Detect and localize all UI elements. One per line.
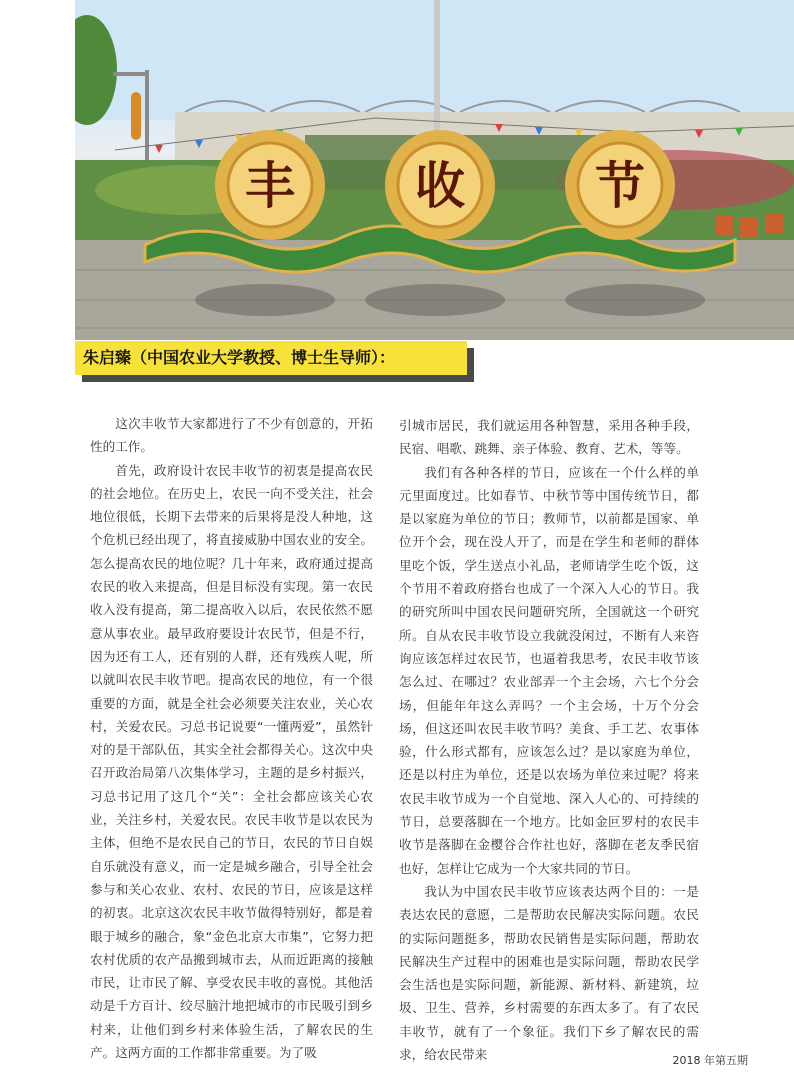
svg-text:收: 收	[415, 156, 465, 215]
paragraph-continued: 引城市居民，我们就运用各种智慧，采用各种手段，民宿、唱歌、跳舞、亲子体验、教育、艺术，等等。	[399, 418, 699, 457]
svg-text:丰: 丰	[245, 156, 295, 215]
svg-text:节: 节	[595, 156, 645, 215]
paragraph: 首先，政府设计农民丰收节的初衷是提高农民的社会地位。在历史上，农民一向不受关注，社会地位很低，长期下去带来的后果将是没人种地，这个危机已经出现了，将直接威胁中国农业的安全。怎么提高农民的地位呢？几十年来，政府通过提高农民的收入来提高，但是目标没有实现。第一农民收入没有提高，第二提高收入以后，农民依然不愿意从事农业。最早政府要设计农民节，但是不行，因为还有工人，还有别的人群，还有残疾人呢，所以就叫农民丰收节吧。提高农民的地位，有一个很重要的方面，就是全社会必须要关注农业，关心农村，关爱农民。习总书记说要“一懂两爱”，虽然针对的是干部队伍，其实全社会都得关心。这次中央召开政治局第八次集体学习，主题的是乡村振兴，习总书记用了这几个“关”：全社会都应该关心农业，关注乡村，关爱农民。农民丰收节是以农民为主体，但绝不是农民自己的节日，农民的节日自娱自乐就没有意义，而一定是城乡融合，引导全社会参与和关心农业、农村、农民的节日，应该是这样的初衷。北京这次农民丰收节做得特别好，都是着眼于城乡的融合，象“金色北京大市集”，它努力把农村优质的农产品搬到城市去，从而近距离的接触市民，让市民了解、享受农民丰收的喜悦。其他活动是千方百计、绞尽脑汁地把城市的市民吸引到乡村来，让他们到乡村来体验生活，了解农民的生产。这两方面的工作都非常重要。为了吸	[90, 462, 373, 1061]
sign-shou	[385, 130, 495, 240]
issue-footer: 2018 年第五期	[672, 1054, 748, 1067]
festival-photo	[75, 0, 794, 340]
sign-jie	[565, 130, 675, 240]
paragraph: 我认为中国农民丰收节应该表达两个目的：一是表达农民的意愿，二是帮助农民解决实际问题。农民的实际问题挺多，帮助农民销售是实际问题，帮助农民解决生产过程中的困难也是实际问题，帮助农民学会生活也是实际问题，新能源、新材料、新建筑，垃圾、卫生、营养，乡村需要的东西太多了。有了农民丰收节，就有了一个象征。我们下乡了解农民的需求，给农民带来	[399, 883, 699, 1063]
paragraph: 这次丰收节大家都进行了不少有创意的，开拓性的工作。	[90, 416, 373, 455]
paragraph: 我们有各种各样的节日，应该在一个什么样的单元里面度过。比如春节、中秋节等中国传统节日，都是以家庭为单位的节日；教师节，以前都是国家、单位开个会，现在没人开了，而是在学生和老师的群体里吃个饭，学生送点小礼品，老师请学生吃个饭，这个节用不着政府搭台也成了一个深入人心的节日。我的研究所叫中国农民问题研究所，全国就这一个研究所。自从农民丰收节设立我就没闲过，不断有人来咨询应该怎样过农民节，也逼着我思考，农民丰收节该怎么过、在哪过？农业部弄一个主会场，六七个分会场，但能年年这么弄吗？一个主会场，十万个分会场，但这还叫农民丰收节吗？美食、手工艺、农事体验，什么形式都有，应该怎么过？是以家庭为单位，还是以村庄为单位，还是以农场为单位来过呢？将来农民丰收节成为一个自觉地、深入人心的、可持续的节日，总要落脚在一个地方。比如金叵罗村的农民丰收节是落脚在金樱谷合作社也好，落脚在老友季民宿也好，怎样让它成为一个大家共同的节日。	[399, 464, 699, 876]
right-column	[399, 414, 699, 1066]
left-column	[90, 412, 373, 1064]
hanging-corn	[131, 92, 141, 140]
author-caption: 朱启臻（中国农业大学教授、博士生导师）：	[75, 341, 467, 375]
flag-pole	[434, 0, 440, 150]
festival-scene	[75, 0, 794, 340]
sign-feng	[215, 130, 325, 240]
